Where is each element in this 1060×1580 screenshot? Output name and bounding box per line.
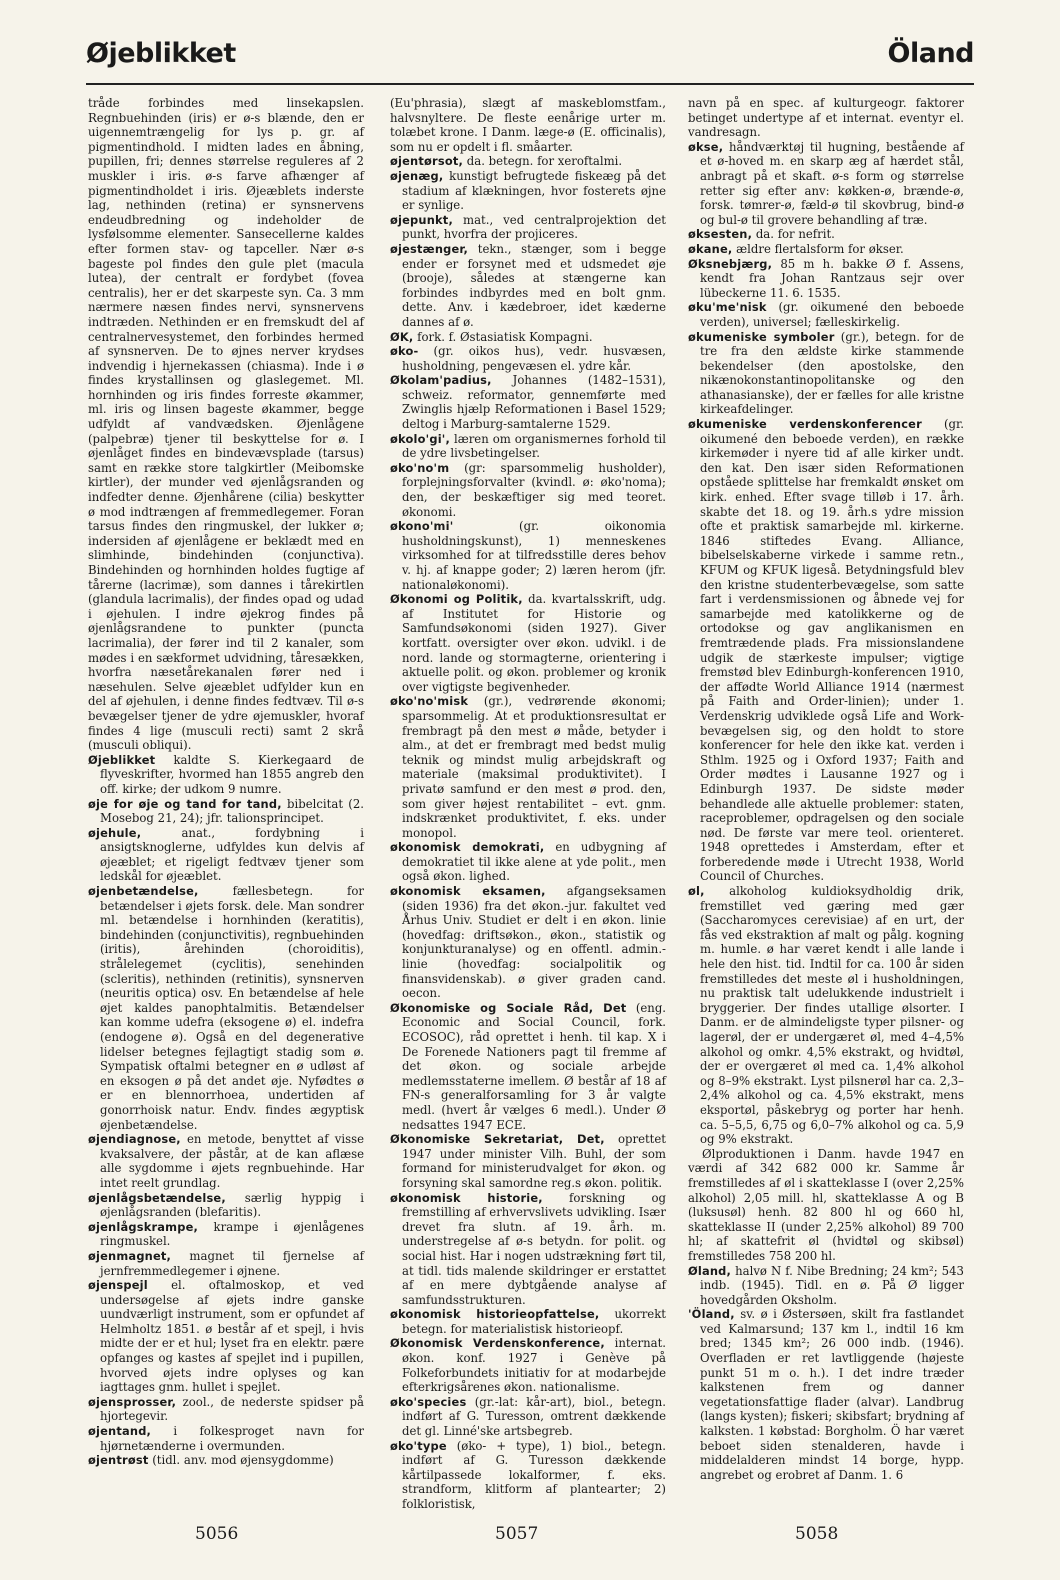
dictionary-entry: [390, 1395, 666, 1439]
entry-headword: øjenmagnet,: [88, 1248, 172, 1263]
entry-text: forskning og fremstilling af erhvervslivets udvikling. Især drevet fra slutn. af 19. årh. m. understregelse af ø-s betydn. for polit. og social hist. Har i nogen udstrækning ført til, at tidl. tids malende skildringer er erstattet af en mere dybtgående analyse af samfundsstrukturen.: [402, 1190, 666, 1307]
entry-headword: ØK,: [390, 329, 414, 344]
entry-headword: Økonomisk Verdenskonference,: [390, 1336, 605, 1351]
entry-text: (gr.), betegn. for de tre fra den ældste kirke stammende bekendelser (den apostolske, den nikænokonstantinopolitanske og den athanasianske), der er fælles for alle kristne kirkeafdelinger.: [700, 329, 964, 417]
entry-text: Johannes (1482–1531), schweiz. reformator, gennemførte med Zwinglis hjælp Reformationen i Basel 1529; deltog i Marburg-samtalerne 1529.: [402, 373, 666, 432]
dictionary-entry: [390, 373, 666, 431]
entry-text: særlig hyppig i øjenlågsranden (blefaritis).: [100, 1190, 365, 1220]
entry-text: læren om organismernes forhold til de ydre livsbetingelser.: [402, 431, 666, 461]
entry-text: en metode, benyttet af visse kvaksalvere, der påstår, at de kan aflæse alle sygdomme i øjets regnbuehinde. Har intet reelt grundlag.: [100, 1132, 364, 1190]
dictionary-entry: [390, 1132, 666, 1190]
dictionary-entry: [688, 1147, 964, 1264]
entry-headword: øjehule,: [88, 825, 142, 840]
entry-headword: økumeniske symboler: [688, 329, 835, 344]
page-number-left: 5056: [195, 1524, 239, 1544]
entry-text: (tidl. anv. mod øjensygdomme): [152, 1453, 334, 1468]
page-number-center: 5057: [495, 1524, 539, 1544]
entry-headword: øksesten,: [688, 227, 753, 242]
dictionary-entry: [688, 257, 964, 301]
dictionary-entry: [390, 694, 666, 840]
column-3: [688, 96, 964, 1496]
entry-headword: øjenspejl: [88, 1278, 148, 1293]
entry-headword: Økolam'padius,: [390, 373, 492, 388]
entry-text: i folkesproget navn for hjørnetænderne i overmunden.: [100, 1424, 364, 1453]
dictionary-entry: [88, 1132, 364, 1190]
entry-headword: øjenlågskrampe,: [88, 1219, 199, 1234]
entry-text: Ølproduktionen i Danm. havde 1947 en værdi af 342 682 000 kr. Samme år fremstilledes af øl i skatteklasse I (over 2,25% alkohol) 2,05 mill. hl, skatteklasse A og B (luksusøl) henh. 82 800 hl og 660 hl, skatteklasse II (under 2,25% alkohol) 89 700 hl; af skattefrit øl (hvidtøl og skibsøl) fremstilledes 758 200 hl.: [688, 1146, 964, 1263]
entry-text: (eng. Economic and Social Council, fork. ECOSOC), råd oprettet i henh. til kap. X i De Forenede Nationers pagt til fremme af det økon. og sociale arbejde medlemsstaterne imellem. Ø består af 18 af FN-s generalforsamling for 3 år valgte medl. (hvert år vælges 6 medl.). Under Ø nedsattes 1947 ECE.: [402, 1000, 667, 1132]
entry-headword: øko'no'm: [390, 460, 450, 475]
entry-text: (gr. oikos hus), vedr. husvæsen, husholdning, pengevæsen el. ydre kår.: [402, 344, 666, 373]
entry-text: ældre flertalsform for økser.: [736, 241, 904, 256]
entry-headword: øje for øje og tand for tand,: [88, 796, 282, 811]
dictionary-entry: [688, 1307, 964, 1482]
dictionary-entry: [390, 1336, 666, 1394]
entry-text: mat., ved centralprojektion det punkt, hvorfra der projiceres.: [402, 212, 667, 242]
dictionary-entry: [390, 96, 666, 154]
entry-text: oprettet 1947 under minister Vilh. Buhl, der som formand for ministerudvalget for økon. og forsyning skal samordne reg.s økon. politik.: [402, 1132, 666, 1190]
entry-headword: øjenæg,: [390, 168, 444, 183]
entry-headword: øjentørsot,: [390, 154, 464, 169]
entry-headword: Øksnebjærg,: [688, 256, 773, 271]
dictionary-entry: [390, 592, 666, 694]
entry-headword: øjentand,: [88, 1424, 152, 1439]
entry-text: zool., de nederste spidser på hjortegevir.: [100, 1394, 364, 1424]
dictionary-entry: [688, 1264, 964, 1308]
entry-headword: økumeniske verdenskonferencer: [688, 417, 922, 432]
page-number-right: 5058: [795, 1524, 839, 1544]
entry-text: håndværktøj til hugning, bestående af et ø-hoved m. en skarp æg af hærdet stål, anbragt på et skaft. ø-s form og størrelse retter sig efter anv: køkken-ø, brænde-ø, forsk. tømrer-ø, fæld-ø til skovbrug, bind-ø og bul-ø til grovere behandling af træ.: [700, 139, 964, 227]
entry-headword: øko'no'misk: [390, 694, 469, 709]
dictionary-entry: [88, 96, 364, 753]
header-rule: [86, 83, 974, 85]
entry-text: kaldte S. Kierkegaard de flyveskrifter, hvormed han 1855 angreb den off. kirke; der udkom 9 numre.: [100, 752, 364, 796]
entry-text: (Eu'phrasia), slægt af maskeblomstfam., halvsnyltere. De fleste eenårige urter m. tolæbet krone. I Danm. læge-ø (E. officinalis), som nu er opdelt i fl. småarter.: [390, 96, 666, 154]
dictionary-entry: [88, 797, 364, 826]
entry-headword: økolo'gi',: [390, 431, 451, 446]
entry-text: ukorrekt betegn. for materialistisk historieopf.: [402, 1307, 666, 1336]
entry-headword: 'Öland,: [688, 1307, 735, 1322]
entry-text: afgangseksamen (siden 1936) fra det økon.-jur. fakultet ved Århus Univ. Studiet er delt i en økon. linie (hovedfag: driftsøkon., økon., statistik og konjunkturanalyse) og en offentl. admin.-linie (hovedfag: socialpolitik og finansvidenskab). ø giver graden cand. oecon.: [402, 884, 666, 1001]
entry-headword: økane,: [688, 241, 733, 256]
dictionary-entry: [390, 344, 666, 373]
entry-text: magnet til fjernelse af jernfremmedlegemer i øjnene.: [100, 1248, 364, 1278]
dictionary-entry: [688, 884, 964, 1147]
entry-text: da. kvartalsskrift, udg. af Institutet for Historie og Samfundsøkonomi (siden 1927). Giver kortfatt. oversigter over økon. udvikl. i de nord. lande og stormagterne, orientering i aktuelle polit. og økon. problemer og kronik over vigtigste begivenheder.: [402, 592, 666, 694]
dictionary-entry: [390, 432, 666, 461]
entry-text: fork. f. Østasiatisk Kompagni.: [417, 329, 593, 344]
dictionary-entry: [390, 884, 666, 1001]
entry-text: (gr: sparsommelig husholder), forplejningsforvalter (kvindl. ø: øko'noma); den, der beskæftiger sig med teoret. økonomi.: [402, 460, 667, 519]
dictionary-entry: [88, 1278, 364, 1395]
dictionary-entry: [390, 213, 666, 242]
entry-headword: økonomisk eksamen,: [390, 884, 546, 899]
entry-text: tråde forbindes med linsekapslen. Regnbuehinden (iris) er ø-s blænde, den er uigennemtrængelig for lys p. gr. af pigmentindhold. I midten lades en åbning, pupillen, fri; dennes størrelse reguleres af 2 muskler i iris. ø-s farve afhænger af pigmentindholdet i iris. Øjeæblets inderste lag, nethinden (retina) er synsnervens endeudbredning og indeholder de lysfølsomme elementer. Sansecellerne kaldes efter formen stav- og tapceller. Nær ø-s bageste pol findes den gule plet (macula lutea), der centralt er fordybet (fovea centralis), her er det skarpeste syn. Ca. 3 mm nærmere næsen findes nervi, synsnervens indtræden. Nethinden er en fremskudt del af centralnervesystemet, den forbindes hermed af synsnerven. De to øjnes nerver krydses indvendig i hjernekassen (chiasma). Inde i ø findes krystallinsen og glaslegemet. Ml. hornhinden og iris findes forreste økammer, ml. iris og linsen bageste økammer, begge udfyldt af vandvædsken. Øjenlågene (palpebræ) tjener til beskyttelse for ø. I øjenlåget findes en bindevævsplade (tarsus) samt en række store talgkirtler (Meibomske kirtler), der munder ved øjenlågsranden og indfedter denne. Øjenhårene (cilia) beskytter ø mod indtrængen af fremmedlegemer. Foran tarsus findes den ringmuskel, der lukker ø; indersiden af øjenlågene er beklædt med en slimhinde, bindehinden (conjunctiva). Bindehinden og hornhinden holdes fugtige af tårerne (lacrimæ), som dannes i tårekirtlen (glandula lacrimalis), der findes opad og udad i øjehulen. I indre øjekrog findes på øjenlågsrandene to punkter (puncta lacrimalia), der fører ind til 2 kanaler, som mødes i en sækformet udvidning, tåresækken, hvorfra næsetårekanalen fører ned i næsehulen. Selve øjeæblet udfylder kun en del af øjehulen, i denne findes fedtvæv. Til ø-s bevægelser tjener de ydre øjemuskler, hvoraf findes 4 lige (musculi recti) samt 2 skrå (musculi obliqui).: [88, 96, 364, 753]
entry-text: (gr.), vedrørende økonomi; sparsommelig. At et produktionsresultat er frembragt på den mest ø måde, betyder i alm., at det er frembragt med bedst mulig teknik og mindst mulig arbejdskraft og materiale (maksimal produktivitet). I privatø samfund er den mest ø prod. den, som giver højest rentabilitet – evt. gnm. indskrænket produktivitet, f. eks. under monopol.: [402, 694, 666, 840]
column-1: [88, 96, 364, 1496]
dictionary-entry: [390, 1001, 666, 1132]
entry-text: da. betegn. for xeroftalmi.: [466, 154, 623, 169]
entry-text: krampe i øjenlågenes ringmuskel.: [100, 1219, 364, 1249]
dictionary-entry: [88, 826, 364, 884]
dictionary-entry: [390, 242, 666, 330]
dictionary-entry: [390, 169, 666, 213]
dictionary-entry: [688, 242, 964, 257]
entry-headword: økse,: [688, 139, 724, 154]
dictionary-entry: [88, 1191, 364, 1220]
dictionary-entry: [688, 96, 964, 140]
entry-text: (gr. oikumené den beboede verden), en række kirkemøder i nyere tid af alle kirker undt. den kat. Den især siden Reformationen opståede splittelse har fremkaldt ønsket om kirk. enhed. Efter svage tilløb i 17. årh. skabte det 18. og 19. årh.s ydre mission ofte et praktisk samarbejde ml. kirkerne. 1846 stiftedes Evang. Alliance, bibelselskaberne virkede i samme retn., KFUM og KFUK ligeså. Betydningsfuld blev den kristne studenterbevægelse, som satte fart i verdensmissionen og åbnede vej for samarbejde med katolikkerne og de ortodokse og gav anglikanismen en fremtrædende plads. Fra missionslandene udgik de stærkeste impulser; vigtige fremstød blev Edinburgh-konferencen 1910, der affødte World Alliance 1914 (nærmest på Faith and Order-linien); under 1. Verdenskrig udviklede også Life and Work-bevægelsen sig, og den holdt to store konferencer for hele den ikke kat. verden i Sthlm. 1925 og i Oxford 1937; Faith and Order mødtes i Lausanne 1927 og i Edinburgh 1937. De sidste møder behandlede alle aktuelle problemer: staten, raceproblemer, opdragelsen og den sociale nød. De første var mere teol. orienteret. 1948 oprettedes i Amsterdam, efter et forberedende møde i Utrecht 1938, World Council of Churches.: [700, 417, 964, 884]
dictionary-entry: [88, 1424, 364, 1453]
dictionary-entry: [88, 1249, 364, 1278]
entry-text: anat., fordybning i ansigtsknoglerne, udfyldes kun delvis af øjeæblet; et rigeligt fedtvæv tjener som ledskål for øjeæblet.: [100, 825, 364, 884]
entry-text: alkoholog kuldioksydholdig drik, fremstillet ved gæring med gær (Saccharomyces cerevisiae) af en urt, der fås ved ekstraktion af malt og pålg. kogning m. humle. ø har været kendt i alle lande i hele den hist. tid. Indtil for ca. 100 år siden fremstilledes det meste øl i husholdningen, nu praktisk talt udelukkende industrielt i bryggerier. Der findes utallige ølsorter. I Danm. er de almindeligste typer pilsner- og lagerøl, der er undergæret øl, med 4–4,5% alkohol og omkr. 4,5% ekstrakt, og hvidtøl, der er overgæret øl med ca. 1,4% alkohol og 8–9% ekstrakt. Lyst pilsnerøl har ca. 2,3–2,4% alkohol og ca. 4,5% ekstrakt, mens eksportøl, påskebryg og porter har henh. ca. 5–5,5, 6,75 og 6,0–7% alkohol og ca. 5,9 og 9% ekstrakt.: [700, 884, 964, 1147]
entry-headword: øjestænger,: [390, 241, 469, 256]
dictionary-entry: [390, 330, 666, 345]
entry-text: navn på en spec. af kulturgeogr. faktorer betinget undertype af et internat. eventyr el. vandresagn.: [688, 96, 964, 140]
dictionary-entry: [88, 1453, 364, 1468]
entry-text: fællesbetegn. for betændelser i øjets forsk. dele. Man sondrer ml. betændelse i hornhinden (keratitis), bindehinden (conjunctivitis), regnbuehinden (iritis), årehinden (choroiditis), strålelegemet (cyclitis), senehinden (scleritis), nethinden (retinitis), synsnerven (neuritis optica) osv. En betændelse af hele øjet kaldes panophtalmitis. Betændelser kan komme udefra (eksogene ø) el. indefra (endogene ø). Også en del degenerative lidelser betegnes fejlagtigt stadig som ø. Sympatisk oftalmi betegner en ø udløst af en eksogen ø på det andet øje. Nyfødtes ø er en blennorrhoea, undertiden af gonorrhoisk natur. Endv. findes ægyptisk øjenbetændelse.: [100, 884, 364, 1132]
header-left-word: Øjeblikket: [86, 38, 236, 69]
dictionary-entry: [390, 840, 666, 884]
entry-text: (gr. oikonomia husholdningskunst), 1) menneskenes virksomhed for at tilfredsstille deres behov v. hj. af knappe goder; 2) læren herom (jfr. nationaløkonomi).: [402, 519, 666, 592]
entry-text: sv. ø i Østersøen, skilt fra fastlandet ved Kalmarsund; 137 km l., indtil 16 km bred; 1345 km²; 26 000 indb. (1946). Overfladen er ret lavtliggende (højeste punkt 51 m o. h.). I det indre træder kalkstenen frem og danner vegetationsfattige flader (alvar). Landbrug (langs kysten); fiskeri; skibsfart; brydning af kalksten. 1 købstad: Borgholm. Ö har været beboet siden stenalderen, havde i middelalderen mindst 14 borge, hypp. angrebet og erobret af Danm. 1. 6: [700, 1307, 965, 1482]
dictionary-entry: [88, 753, 364, 797]
dictionary-entry: [88, 884, 364, 1132]
entry-text: halvø N f. Nibe Bredning; 24 km²; 543 indb. (1945). Tidl. en ø. På Ø ligger hovedgården Oksholm.: [700, 1263, 964, 1307]
entry-headword: øko-: [390, 344, 419, 359]
running-header: [86, 38, 974, 84]
entry-text: internat. økon. konf. 1927 i Genève på Folkeforbundets initiativ for at modarbejde efterkrigsårenes økon. nationalisme.: [402, 1336, 666, 1395]
dictionary-entry: [688, 330, 964, 418]
dictionary-entry: [688, 140, 964, 228]
dictionary-entry: [390, 1307, 666, 1336]
entry-text: 85 m h. bakke Ø f. Assens, kendt fra Johan Rantzaus sejr over lübeckerne 11. 6. 1535.: [700, 256, 964, 300]
entry-headword: Øjeblikket: [88, 752, 156, 767]
entry-headword: øko'type: [390, 1438, 447, 1453]
entry-text: en udbygning af demokratiet til ikke alene at yde polit., men også økon. lighed.: [402, 840, 666, 884]
entry-headword: økonomisk historie,: [390, 1190, 543, 1205]
dictionary-entry: [88, 1220, 364, 1249]
dictionary-entry: [688, 417, 964, 884]
entry-text: bibelcitat (2. Mosebog 21, 24); jfr. talionsprincipet.: [100, 796, 364, 826]
entry-headword: øjensprosser,: [88, 1394, 177, 1409]
dictionary-entry: [390, 1191, 666, 1308]
dictionary-entry: [390, 519, 666, 592]
entry-text: da. for nefrit.: [755, 227, 835, 242]
entry-headword: Økonomiske og Sociale Råd, Det: [390, 1000, 627, 1015]
entry-headword: øko'species: [390, 1394, 467, 1409]
entry-headword: øl,: [688, 884, 705, 899]
dictionary-entry: [688, 300, 964, 329]
dictionary-entry: [390, 1439, 666, 1512]
header-right-word: Öland: [887, 38, 974, 69]
dictionary-entry: [390, 461, 666, 519]
entry-text: tekn., stænger, som i begge ender er forsynet med et udsmedet øje (brooje), således at stængerne kan forbindes indbyrdes med en bolt gnm. dette. Anv. i kædebroer, idet kæderne dannes af ø.: [402, 241, 666, 329]
entry-headword: Økonomiske Sekretariat, Det,: [390, 1132, 605, 1147]
entry-headword: øjepunkt,: [390, 212, 453, 227]
entry-headword: øjendiagnose,: [88, 1132, 181, 1147]
dictionary-entry: [390, 154, 666, 169]
entry-text: (gr. oikumené den beboede verden), universel; fælleskirkelig.: [700, 300, 964, 329]
entry-text: (gr.-lat: kår-art), biol., betegn. indført af G. Turesson, omtrent dækkende det gl. Linné'ske artsbegreb.: [402, 1394, 667, 1439]
entry-headword: Økonomi og Politik,: [390, 592, 523, 607]
entry-text: el. oftalmoskop, et ved undersøgelse af øjets indre ganske uundværligt instrument, som er opfundet af Helmholtz 1851. ø består af et spejl, i hvis midte der er et hul; lyset fra en elektr. pære opfanges og kastes af spejlet ind i pupillen, hvorved øjets indre oplyses og kan iagttages gnm. hullet i spejlet.: [100, 1278, 365, 1395]
column-2: [390, 96, 667, 1511]
entry-text: kunstigt befrugtede fiskeæg på det stadium af klækningen, hvor fosterets øjne er synlige.: [402, 168, 666, 213]
entry-headword: øku'me'nisk: [688, 300, 767, 315]
entry-headword: økonomisk demokrati,: [390, 840, 545, 855]
entry-headword: Øland,: [688, 1263, 732, 1278]
dictionary-entry: [688, 227, 964, 242]
entry-headword: øjentrøst: [88, 1453, 149, 1468]
dictionary-entry: [88, 1395, 364, 1424]
entry-text: (øko- + type), 1) biol., betegn. indført af G. Turesson dækkende kårtilpassede lokalformer, f. eks. strandform, klitform af plantearter; 2) folkloristisk,: [402, 1438, 666, 1511]
entry-headword: øjenlågsbetændelse,: [88, 1190, 226, 1205]
entry-headword: øjenbetændelse,: [88, 884, 199, 899]
entry-headword: økono'mi': [390, 519, 454, 534]
entry-headword: økonomisk historieopfattelse,: [390, 1307, 600, 1322]
